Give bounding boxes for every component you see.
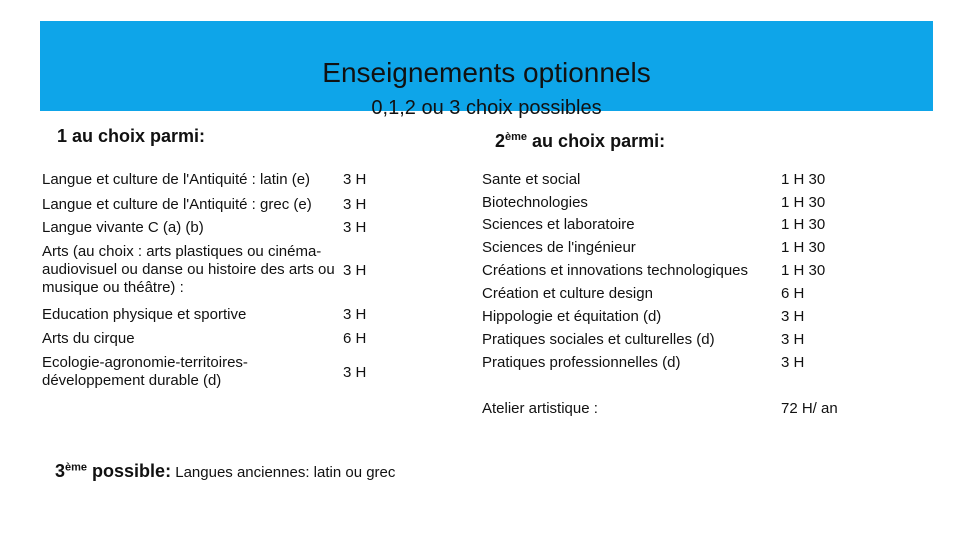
atelier-hours: 72 H/ an xyxy=(781,400,838,417)
right-heading-text: au choix parmi: xyxy=(527,131,666,151)
right-option-hours: 3 H xyxy=(781,331,805,348)
right-option-hours: 1 H 30 xyxy=(781,262,826,279)
right-option-label: Sante et social xyxy=(482,171,581,188)
third-option-heading: possible: xyxy=(87,461,172,481)
left-option-label: Arts du cirque xyxy=(42,330,135,347)
right-heading-sup: ème xyxy=(505,131,528,143)
right-option-hours: 6 H xyxy=(781,285,805,302)
third-option-sup: ème xyxy=(65,461,88,474)
left-option-hours: 3 H xyxy=(343,196,367,213)
left-option-label: Arts (au choix : arts plastiques ou cinéma-audiovisuel ou danse ou histoire des arts ou musique ou théâtre) : xyxy=(42,243,335,296)
third-option-number: 3 xyxy=(55,461,66,481)
left-option-hours: 3 H xyxy=(343,262,367,279)
right-option-label: Hippologie et équitation (d) xyxy=(482,308,662,325)
right-option-label: Sciences et laboratoire xyxy=(482,216,635,233)
right-heading xyxy=(495,131,665,152)
third-option xyxy=(55,461,395,482)
left-option-label: Education physique et sportive xyxy=(42,306,247,323)
left-option-hours: 3 H xyxy=(343,306,367,323)
right-option-hours: 1 H 30 xyxy=(781,239,826,256)
right-option-label: Sciences de l'ingénieur xyxy=(482,239,636,256)
right-option-hours: 1 H 30 xyxy=(781,171,826,188)
third-option-text: Langues anciennes: latin ou grec xyxy=(171,464,396,481)
right-option-label: Biotechnologies xyxy=(482,194,588,211)
page-subtitle: 0,1,2 ou 3 choix possibles xyxy=(371,97,602,119)
left-option-label: Langue et culture de l'Antiquité : grec (e) xyxy=(42,196,312,213)
right-heading-number: 2 xyxy=(495,131,506,151)
left-option-hours: 3 H xyxy=(343,219,367,236)
title-banner xyxy=(40,21,933,119)
atelier-label: Atelier artistique : xyxy=(482,400,598,417)
left-option-label: Langue vivante C (a) (b) xyxy=(42,219,204,236)
left-option-hours: 6 H xyxy=(343,330,367,347)
right-option-label: Créations et innovations technologiques xyxy=(482,262,749,279)
page-title: Enseignements optionnels xyxy=(322,57,651,88)
right-option-hours: 3 H xyxy=(781,354,805,371)
right-option-label: Pratiques sociales et culturelles (d) xyxy=(482,331,715,348)
right-option-hours: 3 H xyxy=(781,308,805,325)
right-option-label: Pratiques professionnelles (d) xyxy=(482,354,681,371)
left-option-label: Ecologie-agronomie-territoires-développement durable (d) xyxy=(42,354,248,389)
right-option-label: Création et culture design xyxy=(482,285,653,302)
left-option-label: Langue et culture de l'Antiquité : latin (e) xyxy=(42,171,311,188)
right-option-hours: 1 H 30 xyxy=(781,216,826,233)
left-option-hours: 3 H xyxy=(343,364,367,381)
left-option-hours: 3 H xyxy=(343,171,367,188)
right-option-hours: 1 H 30 xyxy=(781,194,826,211)
left-heading: 1 au choix parmi: xyxy=(57,126,206,146)
